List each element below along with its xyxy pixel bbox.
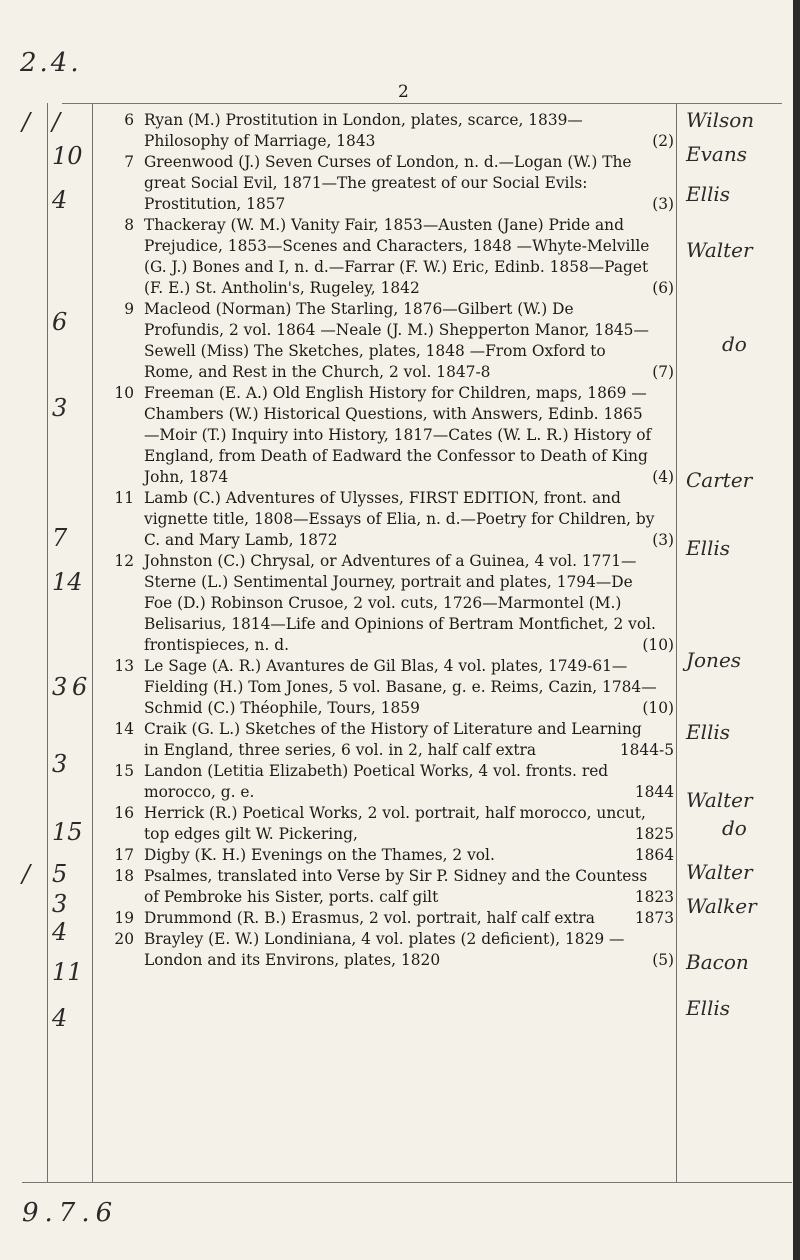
- buyer-name: Walter: [686, 238, 753, 262]
- buyer-name: do: [722, 816, 747, 840]
- lot-count: (3): [652, 195, 674, 213]
- lot-number: 10: [114, 384, 134, 402]
- lot-date: 1844: [634, 783, 674, 801]
- top-rule: [62, 103, 782, 104]
- margin-rule-3: [676, 103, 677, 1182]
- lot-number: 19: [114, 909, 134, 927]
- page-edge-shadow: [793, 0, 800, 1260]
- lot-description: Macleod (Norman) The Starling, 1876—Gilbert (W.) De Profundis, 2 vol. 1864 —Neale (J. M.) Shepperton Manor, 1845—Sewell (Miss) The Sketches, plates, 1848 —From Oxford to Rome, and Rest in the Church, 2 vol. 1847-8: [144, 300, 649, 381]
- lot-number: 6: [124, 111, 134, 129]
- list-item: [104, 488, 674, 551]
- buyer-name: Ellis: [686, 182, 731, 206]
- margin-rule-2: [92, 103, 93, 1182]
- left-mark: 3: [52, 394, 68, 422]
- catalogue-entries: [104, 110, 674, 971]
- buyer-names-column: [682, 108, 792, 1178]
- list-item: [104, 152, 674, 215]
- left-mark: 5: [52, 860, 68, 888]
- lot-description: Digby (K. H.) Evenings on the Thames, 2 vol.: [144, 846, 495, 864]
- left-mark: 6: [52, 308, 68, 336]
- left-mark: 11: [52, 958, 83, 986]
- lot-date: 1825: [634, 825, 674, 843]
- left-mark: 7: [52, 524, 68, 552]
- lot-description: Freeman (E. A.) Old English History for Children, maps, 1869 — Chambers (W.) Historical Questions, with Answers, Edinb. 1865—Moir (T.) Inquiry into History, 1817—Cates (W. L. R.) History of England, from Death of Eadward the Confessor to Death of King John, 1874: [144, 384, 652, 486]
- lot-number: 18: [114, 867, 134, 885]
- left-mark: 4: [52, 1004, 68, 1032]
- lot-count: (2): [652, 132, 674, 150]
- list-item: [104, 719, 674, 761]
- left-mark: /: [22, 860, 31, 888]
- lot-date: 1864: [634, 846, 674, 864]
- list-item: [104, 803, 674, 845]
- left-mark: 3: [52, 890, 68, 918]
- list-item: [104, 761, 674, 803]
- lot-count: (5): [652, 951, 674, 969]
- left-mark: 15: [52, 818, 83, 846]
- list-item: [104, 656, 674, 719]
- lot-number: 7: [124, 153, 134, 171]
- list-item: [104, 929, 674, 971]
- lot-number: 15: [114, 762, 134, 780]
- list-item: [104, 908, 674, 929]
- lot-description: Greenwood (J.) Seven Curses of London, n. d.—Logan (W.) The great Social Evil, 1871—The greatest of our Social Evils: Prostitution, 1857: [144, 153, 632, 213]
- left-mark: 3: [52, 673, 68, 701]
- buyer-name: Carter: [686, 468, 753, 492]
- lot-description: Psalmes, translated into Verse by Sir P. Sidney and the Countess of Pembroke his Sister, ports. calf gilt: [144, 867, 648, 906]
- buyer-name: Walter: [686, 860, 753, 884]
- list-item: [104, 383, 674, 488]
- lot-description: Brayley (E. W.) Londiniana, 4 vol. plates (2 deficient), 1829 —London and its Environs, plates, 1820: [144, 930, 625, 969]
- buyer-name: Ellis: [686, 996, 731, 1020]
- left-mark: 10: [52, 142, 83, 170]
- left-mark: 3: [52, 750, 68, 778]
- lot-description: Drummond (R. B.) Erasmus, 2 vol. portrait, half calf extra: [144, 909, 595, 927]
- lot-count: (4): [652, 468, 674, 486]
- lot-number: 20: [114, 930, 134, 948]
- buyer-name: Walker: [686, 894, 757, 918]
- buyer-name: Walter: [686, 788, 753, 812]
- lot-date: 1823: [634, 888, 674, 906]
- lot-count: (3): [652, 531, 674, 549]
- lot-date: 1844-5: [619, 741, 674, 759]
- lot-number: 8: [124, 216, 134, 234]
- lot-count: (10): [642, 636, 674, 654]
- lot-number: 11: [114, 489, 134, 507]
- left-mark: 4: [52, 918, 68, 946]
- lot-number: 13: [114, 657, 134, 675]
- lot-description: Johnston (C.) Chrysal, or Adventures of a Guinea, 4 vol. 1771—Sterne (L.) Sentimental Journey, portrait and plates, 1794—De Foe (D.) Robinson Crusoe, 2 vol. cuts, 1726—Marmontel (M.) Belisarius, 1814—Life and Opinions of Bertram Montfichet, 2 vol. frontispieces, n. d.: [144, 552, 656, 654]
- buyer-name: do: [722, 332, 747, 356]
- lot-number: 12: [114, 552, 134, 570]
- list-item: [104, 299, 674, 383]
- left-mark: 4: [52, 186, 68, 214]
- lot-date: 1873: [634, 909, 674, 927]
- buyer-name: Wilson: [686, 108, 755, 132]
- buyer-name: Ellis: [686, 720, 731, 744]
- lot-description: Thackeray (W. M.) Vanity Fair, 1853—Austen (Jane) Pride and Prejudice, 1853—Scenes and Characters, 1848 —Whyte-Melville (G. J.) Bones and I, n. d.—Farrar (F. W.) Eric, Edinb. 1858—Paget (F. E.) St. Antholin's, Rugeley, 1842: [144, 216, 650, 297]
- left-mark: /: [22, 108, 31, 136]
- lot-description: Ryan (M.) Prostitution in London, plates, scarce, 1839—Philosophy of Marriage, 1843: [144, 111, 583, 150]
- lot-description: Craik (G. L.) Sketches of the History of Literature and Learning in England, three series, 6 vol. in 2, half calf extra: [144, 720, 642, 759]
- lot-description: Herrick (R.) Poetical Works, 2 vol. portrait, half morocco, uncut, top edges gilt W. Pickering,: [144, 804, 646, 843]
- left-mark: 14: [52, 568, 83, 596]
- list-item: [104, 110, 674, 152]
- lot-count: (7): [652, 363, 674, 381]
- buyer-name: Ellis: [686, 536, 731, 560]
- buyer-name: Evans: [686, 142, 747, 166]
- page-number: 2: [398, 82, 409, 102]
- lot-description: Landon (Letitia Elizabeth) Poetical Works, 4 vol. fronts. red morocco, g. e.: [144, 762, 609, 801]
- list-item: [104, 866, 674, 908]
- bottom-rule: [22, 1182, 792, 1183]
- list-item: [104, 845, 674, 866]
- buyer-name: Bacon: [686, 950, 749, 974]
- lot-number: 9: [124, 300, 134, 318]
- left-mark: 6: [72, 673, 88, 701]
- lot-number: 14: [114, 720, 134, 738]
- buyer-name: Jones: [686, 648, 742, 672]
- lot-number: 17: [114, 846, 134, 864]
- list-item: [104, 215, 674, 299]
- lot-description: Le Sage (A. R.) Avantures de Gil Blas, 4 vol. plates, 1749-61—Fielding (H.) Tom Jones, 5 vol. Basane, g. e. Reims, Cazin, 1784—Schmid (C.) Théophile, Tours, 1859: [144, 657, 657, 717]
- lot-number: 16: [114, 804, 134, 822]
- lot-count: (10): [642, 699, 674, 717]
- list-item: [104, 551, 674, 656]
- handwritten-note-top: 2.4.: [20, 48, 82, 78]
- lot-description: Lamb (C.) Adventures of Ulysses, FIRST EDITION, front. and vignette title, 1808—Essays of Elia, n. d.—Poetry for Children, by C. and Mary Lamb, 1872: [144, 489, 655, 549]
- left-margin-notes: [0, 108, 90, 1178]
- left-mark: /: [52, 108, 61, 136]
- handwritten-note-bottom: 9.7.6: [22, 1198, 119, 1228]
- lot-count: (6): [652, 279, 674, 297]
